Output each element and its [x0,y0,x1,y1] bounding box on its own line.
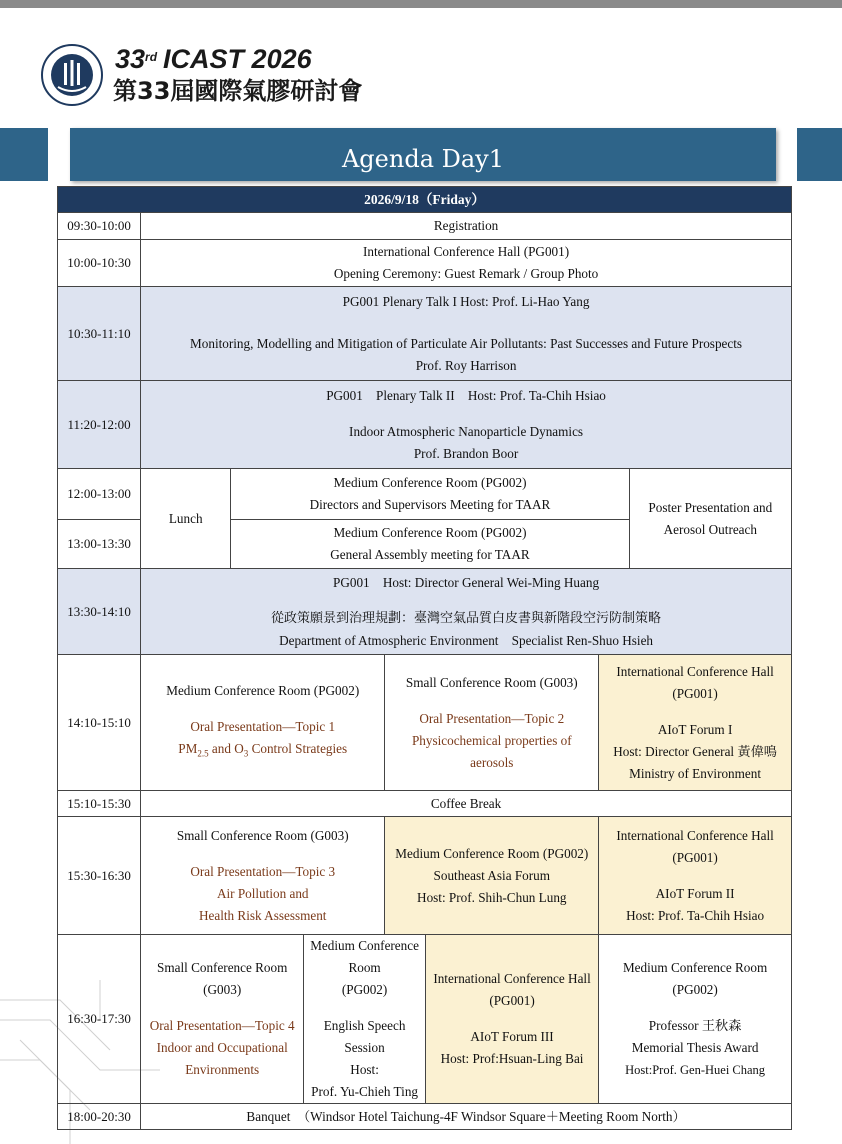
session3-c-host: Host: Prof:Hsuan-Ling Bai [440,1051,584,1066]
session2-a-room: Small Conference Room (G003) [176,827,349,843]
conference-title: 33rd ICAST 2026 [115,44,312,74]
general-assembly-title: General Assembly meeting for TAAR [330,547,530,562]
time-slot: 09:30-10:00 [58,213,141,240]
session2-c-host: Host: Prof. Ta-Chih Hsiao [626,907,765,923]
policy-title: 從政策願景到治理規劃：臺灣空氣品質白皮書與新階段空污防制策略 [271,610,662,626]
plenary-2-host: PG001 Plenary Talk II Host: Prof. Ta-Chih Hsiao [326,387,606,403]
top-bar [0,0,842,8]
session3-b-session: English Speech Session [323,1018,406,1055]
policy-host: PG001 Host: Director General Wei-Ming Huang [333,574,600,590]
session2-b-forum: Southeast Asia Forum [433,867,551,883]
agenda-banner: Agenda Day1 [70,128,776,181]
session1-b-subtitle-2: aerosols [470,754,514,770]
session3-b-host: Prof. Yu-Chieh Ting [311,1084,419,1099]
session1-c-host: Host: Director General 黃偉鳴 [613,743,777,759]
time-slot: 10:30-11:10 [58,287,141,381]
poster-line-2: Aerosol Outreach [663,521,757,537]
session1-b-subtitle-1: Physicochemical properties of [411,732,572,748]
policy-talk-cell [141,569,792,655]
time-slot: 12:00-13:00 [58,469,141,520]
session3-room-a [141,935,304,1104]
plenary-2-title: Indoor Atmospheric Nanoparticle Dynamics [349,423,584,439]
session3-c-forum: AIoT Forum III [470,1029,554,1044]
session1-b-room: Small Conference Room (G003) [405,674,578,690]
time-slot: 15:30-16:30 [58,817,141,935]
coffee-break-cell: Coffee Break [141,791,792,817]
policy-speaker: Department of Atmospheric Environment Specialist Ren-Shuo Hsieh [279,632,654,648]
session1-c-room-1: International Conference Hall [616,663,774,679]
session3-d-host: Host:Prof. Gen-Huei Chang [625,1063,766,1077]
session2-a-subtitle-1: Air Pollution and [216,885,309,901]
poster-cell [629,469,791,569]
time-slot: 16:30-17:30 [58,935,141,1104]
poster-line-1: Poster Presentation and [648,499,773,515]
directors-meeting-cell [231,469,629,520]
plenary-2-speaker: Prof. Brandon Boor [413,445,519,461]
plenary-1-speaker: Prof. Roy Harrison [415,357,517,373]
session2-c-forum: AIoT Forum II [655,885,735,901]
session2-a-subtitle-2: Health Risk Assessment [198,907,327,923]
session1-c-room-2: (PG001) [672,685,718,701]
session2-b-room: Medium Conference Room (PG002) [395,845,589,861]
session3-a-subtitle-2: Environments [185,1062,260,1077]
time-slot: 13:30-14:10 [58,569,141,655]
session2-a-topic: Oral Presentation—Topic 3 [190,863,336,879]
session3-c-room-1: International Conference Hall [433,971,591,986]
time-slot: 15:10-15:30 [58,791,141,817]
session2-b-host: Host: Prof. Shih-Chun Lung [417,889,567,905]
session1-a-topic: Oral Presentation—Topic 1 [190,719,336,735]
session3-a-subtitle-1: Indoor and Occupational [156,1040,288,1055]
session3-b-room-1: Medium Conference Room [310,938,419,975]
time-slot: 13:00-13:30 [58,520,141,569]
session3-d-professor: Professor 王秋森 [648,1018,742,1033]
session3-b-host-label: Host: [350,1062,379,1077]
time-slot: 11:20-12:00 [58,381,141,469]
banner-right-band [797,128,842,181]
opening-room: International Conference Hall (PG001) [362,244,570,259]
session1-room-b [385,655,599,791]
session3-a-room-2: (G003) [203,982,242,997]
session1-b-topic: Oral Presentation—Topic 2 [419,710,565,726]
session2-room-b [385,817,599,935]
session2-c-room: International Conference Hall (PG001) [616,827,774,865]
registration-cell: Registration [141,213,792,240]
session2-room-a [141,817,385,935]
plenary-1-host: PG001 Plenary Talk I Host: Prof. Li-Hao Yang [342,293,590,309]
opening-cell [141,240,792,287]
time-slot: 14:10-15:10 [58,655,141,791]
directors-meeting-title: Directors and Supervisors Meeting for TAAR [309,497,551,512]
session3-room-c [425,935,598,1104]
conference-title-zh: 第33屆國際氣膠研討會 [113,77,363,105]
session3-d-room-1: Medium Conference Room [622,960,768,975]
agenda-table [57,186,792,1130]
session1-room-a [141,655,385,791]
conference-logo [40,43,104,107]
plenary-1-title: Monitoring, Modelling and Mitigation of Particulate Air Pollutants: Past Successes and Future Prospects [190,335,743,351]
session3-a-room-1: Small Conference Room [157,960,288,975]
session1-room-c [599,655,792,791]
session3-d-room-2: (PG002) [672,982,718,997]
session1-a-room: Medium Conference Room (PG002) [166,683,360,699]
opening-title: Opening Ceremony: Guest Remark / Group Photo [333,266,599,281]
session2-room-c [599,817,792,935]
session1-c-forum: AIoT Forum I [657,721,733,737]
banner-left-band [0,128,48,181]
session3-b-room-2: (PG002) [341,982,388,997]
session3-room-d [599,935,792,1104]
date-header: 2026/9/18（Friday） [58,187,792,213]
general-assembly-cell [231,520,629,569]
session3-c-room-2: (PG001) [489,993,535,1008]
time-slot: 10:00-10:30 [58,240,141,287]
session3-a-topic: Oral Presentation—Topic 4 [149,1018,295,1033]
session3-room-b [304,935,426,1104]
session1-a-subtitle: $PM_{2.5}$ and $O_3$ Control Strategies [178,741,348,759]
directors-meeting-room: Medium Conference Room (PG002) [333,475,527,490]
plenary-talk-2-cell [141,381,792,469]
banquet-cell: Banquet （Windsor Hotel Taichung-4F Windsor Square＋Meeting Room North） [141,1104,792,1130]
lunch-cell: Lunch [141,469,231,569]
general-assembly-room: Medium Conference Room (PG002) [333,525,527,540]
session3-d-award: Memorial Thesis Award [631,1040,759,1055]
time-slot: 18:00-20:30 [58,1104,141,1130]
session1-c-org: Ministry of Environment [629,765,762,781]
plenary-talk-1-cell [141,287,792,381]
